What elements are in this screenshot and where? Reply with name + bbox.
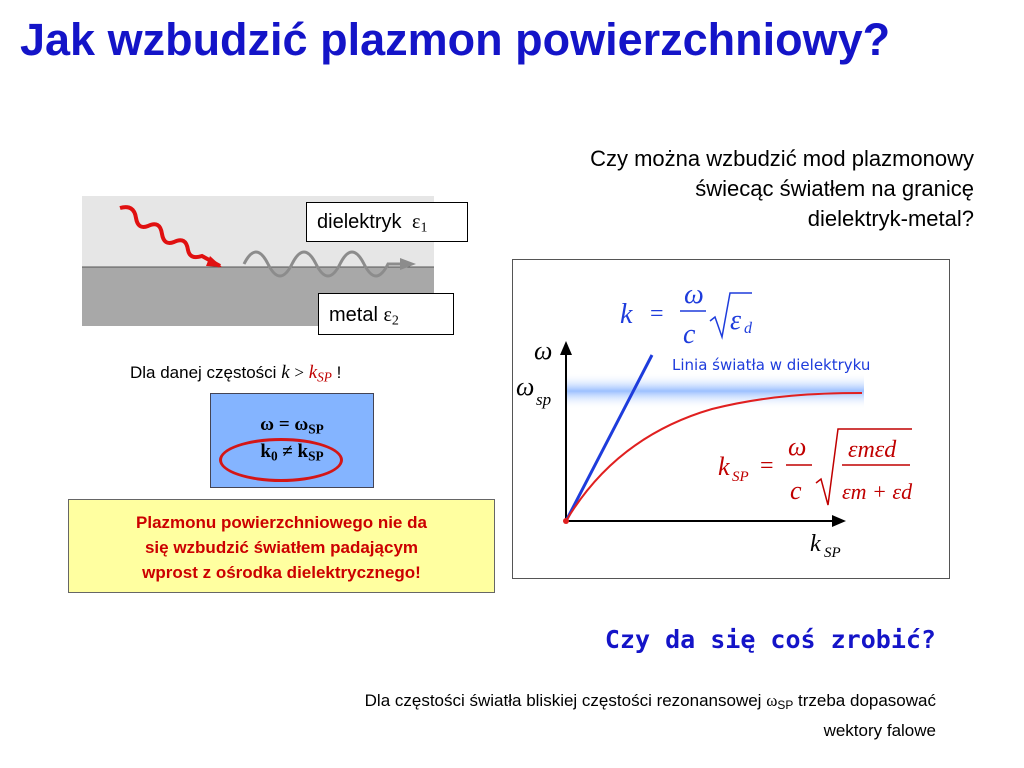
svg-text:k: k — [810, 531, 821, 557]
dielectric-label: dielektryk — [317, 211, 402, 233]
y-axis-label: ω — [534, 336, 553, 365]
svg-text:ε: ε — [730, 305, 742, 336]
svg-text:c: c — [683, 319, 696, 350]
intro-question-line1: Czy można wzbudzić mod plazmonowy świecąc światłem na granicę — [590, 146, 974, 201]
svg-text:ω: ω — [516, 372, 535, 401]
x-axis-arrowhead — [832, 515, 846, 527]
svg-text:d: d — [744, 320, 752, 337]
mismatch-highlight-ellipse — [219, 438, 343, 482]
conclusion-line2: wektory falowe — [823, 720, 936, 740]
conclusion-line1: Dla częstości światła bliskiej częstości rezonansowej $\omega_{SP}$ trzeba dopasować — [364, 691, 936, 712]
dispersion-plot — [512, 259, 950, 579]
dielectric-epsilon: $\varepsilon_1$ — [412, 211, 428, 236]
light-line-label: Linia światła w dielektryku — [672, 356, 871, 374]
frequency-note: Dla danej częstości $k > k_{SP}$ ! — [130, 362, 342, 385]
metal-label: metal — [329, 304, 378, 326]
svg-text:=: = — [760, 453, 774, 479]
omega-sp-band — [566, 373, 864, 409]
metal-epsilon: $\varepsilon_2$ — [383, 304, 399, 329]
y-axis-arrowhead — [560, 341, 572, 355]
origin-point — [563, 518, 569, 524]
svg-text:c: c — [790, 476, 802, 505]
omega-sp-label — [516, 372, 551, 409]
sp-dispersion-curve — [566, 393, 862, 521]
svg-text:sp: sp — [536, 390, 552, 409]
svg-text:εm + εd: εm + εd — [842, 479, 913, 504]
svg-text:SP: SP — [732, 469, 749, 485]
sp-dispersion-formula — [718, 429, 913, 505]
intro-question-line2: dielektryk-metal? — [807, 206, 974, 231]
metal-label-box — [318, 293, 454, 335]
followup-question: Czy da się coś zrobić? — [604, 625, 936, 654]
warning-line2: się wzbudzić światłem padającym — [144, 538, 419, 557]
conclusion-text — [100, 688, 936, 744]
x-axis-label — [810, 531, 841, 561]
warning-line1: Plazmonu powierzchniowego nie da — [136, 513, 427, 532]
svg-text:εmεd: εmεd — [848, 437, 897, 463]
dielectric-label-box — [306, 202, 468, 242]
warning-box — [68, 499, 495, 593]
svg-text:k: k — [620, 299, 633, 330]
svg-text:=: = — [650, 301, 664, 327]
svg-text:k: k — [718, 452, 730, 481]
light-line-formula — [620, 279, 753, 350]
intro-question — [560, 144, 974, 234]
warning-line3: wprost z ośrodka dielektrycznego! — [142, 563, 421, 582]
svg-text:SP: SP — [824, 545, 841, 561]
k-condition: $k_0 \ne k_{SP}$ — [260, 441, 324, 464]
omega-condition: $\omega = \omega_{SP}$ — [260, 414, 324, 437]
svg-text:ω: ω — [788, 432, 807, 461]
page-title: Jak wzbudzić plazmon powierzchniowy? — [20, 14, 891, 65]
svg-text:ω: ω — [684, 279, 704, 310]
